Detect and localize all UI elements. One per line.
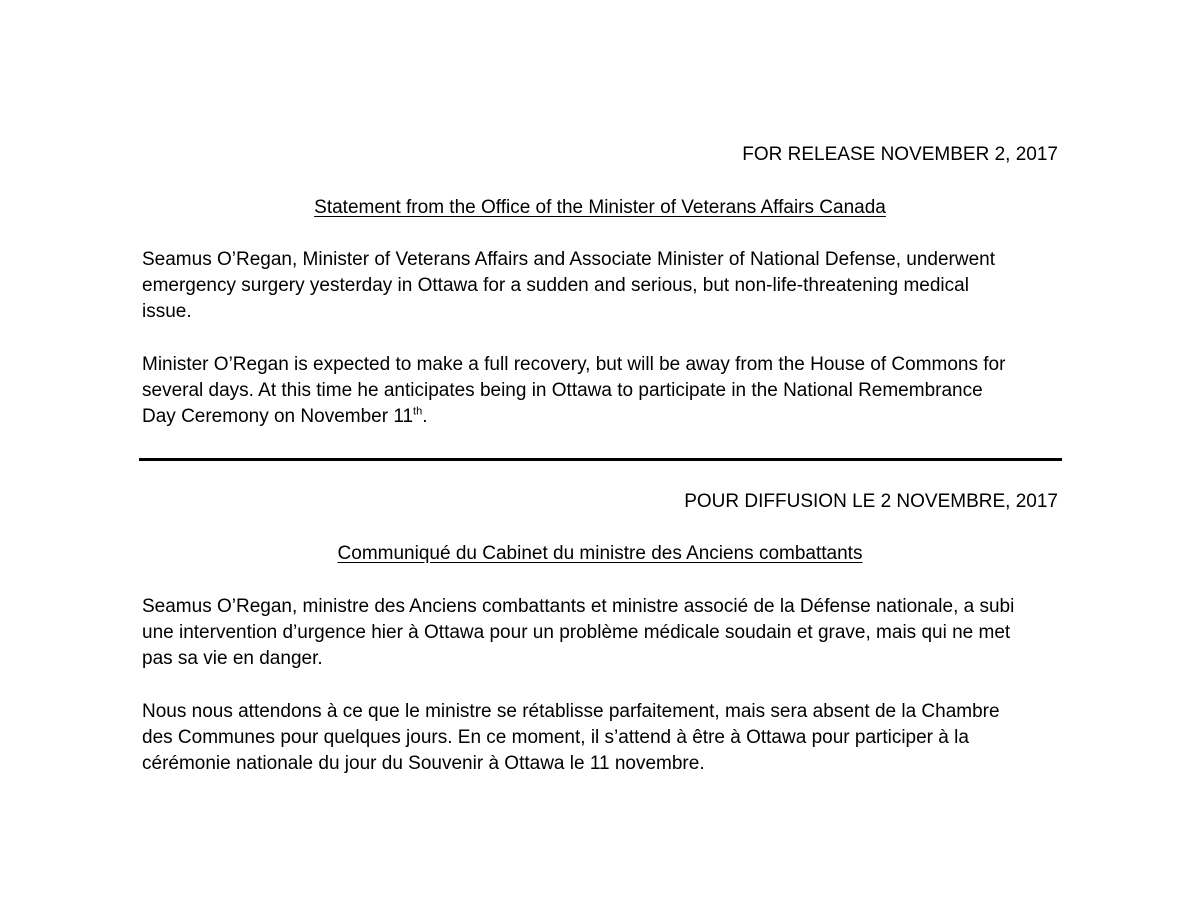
french-paragraph-1-line-3: pas sa vie en danger. — [142, 648, 323, 669]
french-statement-title: Communiqué du Cabinet du ministre des Anciens combattants — [337, 543, 863, 564]
french-release-date: POUR DIFFUSION LE 2 NOVEMBRE, 2017 — [684, 491, 1058, 512]
english-paragraph-1-line-1: Seamus O’Regan, Minister of Veterans Affairs and Associate Minister of National Defense, underwent — [142, 249, 995, 270]
french-paragraph-2 — [142, 699, 1072, 777]
english-release-date: FOR RELEASE NOVEMBER 2, 2017 — [742, 144, 1058, 165]
section-divider — [139, 458, 1062, 461]
english-paragraph-2-line-3 — [142, 404, 1072, 430]
english-paragraph-1-line-3: issue. — [142, 301, 192, 322]
french-paragraph-2-line-2: des Communes pour quelques jours. En ce moment, il s’attend à être à Ottawa pour participer à la — [142, 727, 969, 748]
english-paragraph-2-line-2: several days. At this time he anticipates being in Ottawa to participate in the National Remembrance — [142, 380, 983, 401]
french-paragraph-1-line-1: Seamus O’Regan, ministre des Anciens combattants et ministre associé de la Défense nationale, a subi — [142, 596, 1015, 617]
english-statement-title: Statement from the Office of the Minister of Veterans Affairs Canada — [314, 197, 886, 218]
french-paragraph-1 — [142, 594, 1072, 672]
english-paragraph-2-line-3-period: . — [422, 406, 428, 427]
french-paragraph-2-line-1: Nous nous attendons à ce que le ministre se rétablisse parfaitement, mais sera absent de la Chambre — [142, 701, 1000, 722]
ordinal-superscript: th — [413, 405, 423, 418]
french-paragraph-2-line-3: cérémonie nationale du jour du Souvenir à Ottawa le 11 novembre. — [142, 753, 705, 774]
english-paragraph-1 — [142, 247, 1072, 325]
english-paragraph-2-line-3-text: Day Ceremony on November 11 — [142, 406, 414, 427]
english-paragraph-2-line-1: Minister O’Regan is expected to make a full recovery, but will be away from the House of Commons for — [142, 354, 1006, 375]
french-paragraph-1-line-2: une intervention d’urgence hier à Ottawa pour un problème médicale soudain et grave, mais qui ne met — [142, 622, 1011, 643]
english-paragraph-1-line-2: emergency surgery yesterday in Ottawa for a sudden and serious, but non-life-threatening medical — [142, 275, 969, 296]
english-paragraph-2 — [142, 352, 1072, 430]
